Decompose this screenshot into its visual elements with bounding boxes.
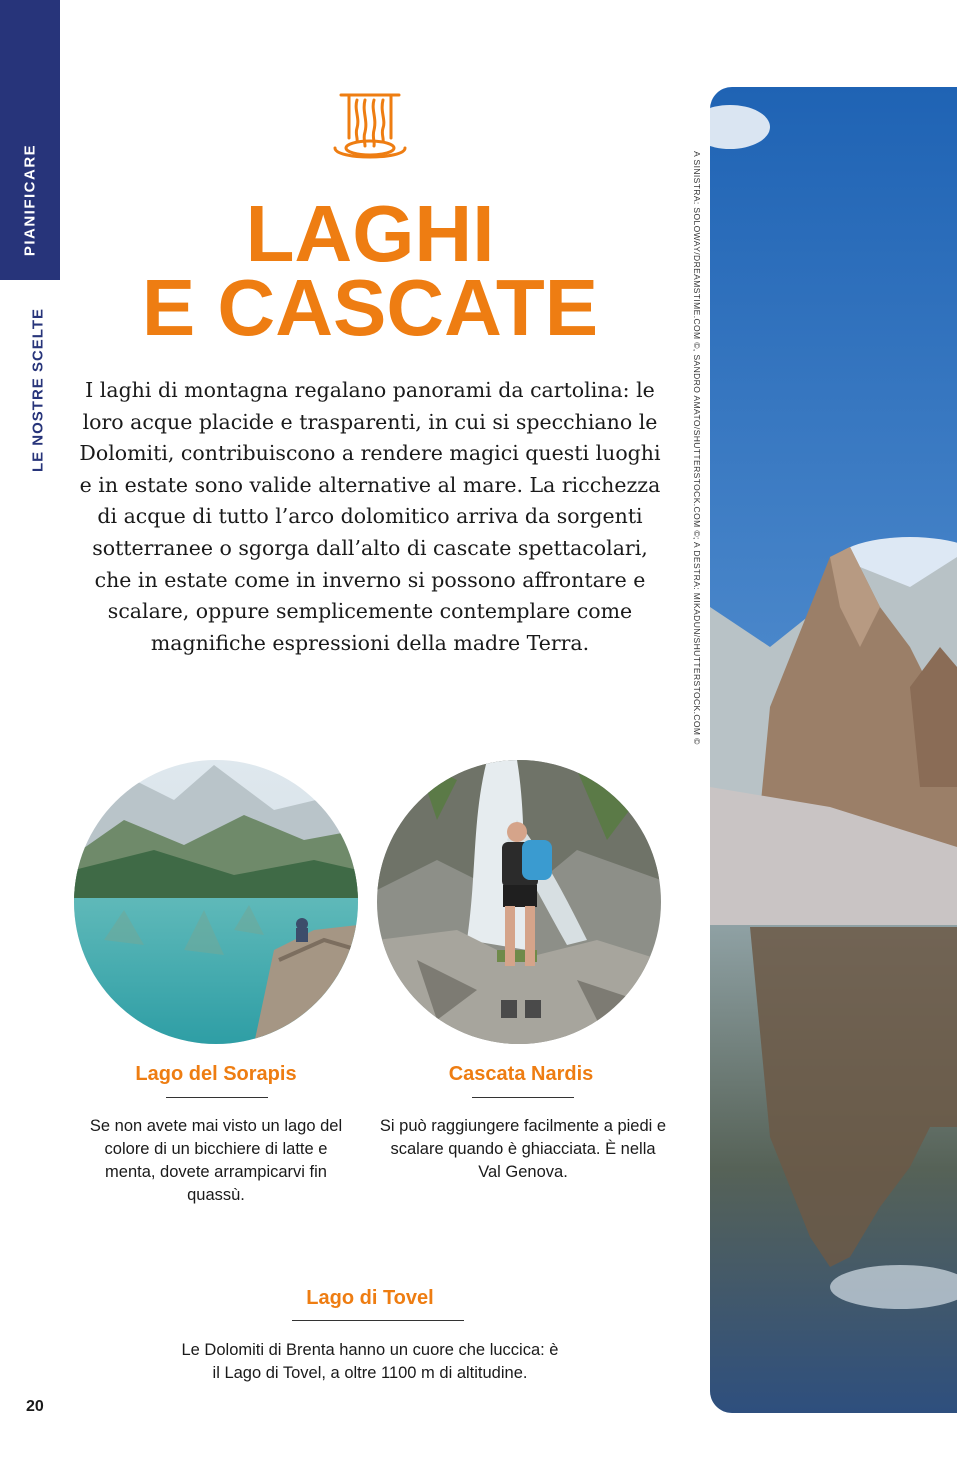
item-title-nardis: Cascata Nardis: [448, 1063, 594, 1085]
dolomites-lake-photo: [710, 87, 957, 1413]
waterfall-icon: [327, 90, 413, 168]
cascata-nardis-photo: [377, 760, 661, 1044]
page-number: 20: [26, 1398, 44, 1415]
item-title-sorapis: Lago del Sorapis: [135, 1063, 297, 1085]
photo-credit: A SINISTRA: SOLOWAY/DREAMSTIME.COM ©, SANDRO AMATO/SHUTTERSTOCK.COM ©; A DESTRA: MIKADUN/SHUTTERSTOCK.COM ©: [692, 151, 702, 745]
section-tab-label: PIANIFICARE: [21, 143, 39, 257]
item-divider: [166, 1097, 268, 1098]
chapter-label: LE NOSTRE SCELTE: [29, 307, 47, 473]
item-divider: [292, 1320, 464, 1321]
item-description-tovel: Le Dolomiti di Brenta hanno un cuore che luccica: è il Lago di Tovel, a oltre 1100 m di altitudine.: [181, 1341, 559, 1382]
item-description-nardis: Si può raggiungere facilmente a piedi e scalare quando è ghiacciata. È nella Val Genova.: [379, 1117, 667, 1181]
item-description-sorapis: Se non avete mai visto un lago del colore di un bicchiere di latte e menta, dovete arrampicarvi fin quassù.: [89, 1117, 343, 1204]
section-tab: [0, 0, 60, 280]
item-title-tovel: Lago di Tovel: [306, 1287, 434, 1309]
lago-sorapis-photo: [74, 760, 358, 1044]
item-divider: [472, 1097, 574, 1098]
page-title-line-1: LAGHI: [245, 189, 495, 278]
intro-paragraph: I laghi di montagna regalano panorami da cartolina: le loro acque placide e trasparenti, in cui si specchiano le Dolomiti, contribuiscono a rendere magici questi luoghi e in estate sono valide alternative al mare. La ricchezza di acque di tutto l’arco dolomitico arriva da sorgenti sotterranee o sgorga dall’alto di cascate spettacolari, che in estate come in inverno si possono affrontare e scalare, oppure semplicemente contemplare come magnifiche espressioni della madre Terra.: [79, 378, 661, 655]
page-title-line-2: E CASCATE: [141, 263, 599, 352]
